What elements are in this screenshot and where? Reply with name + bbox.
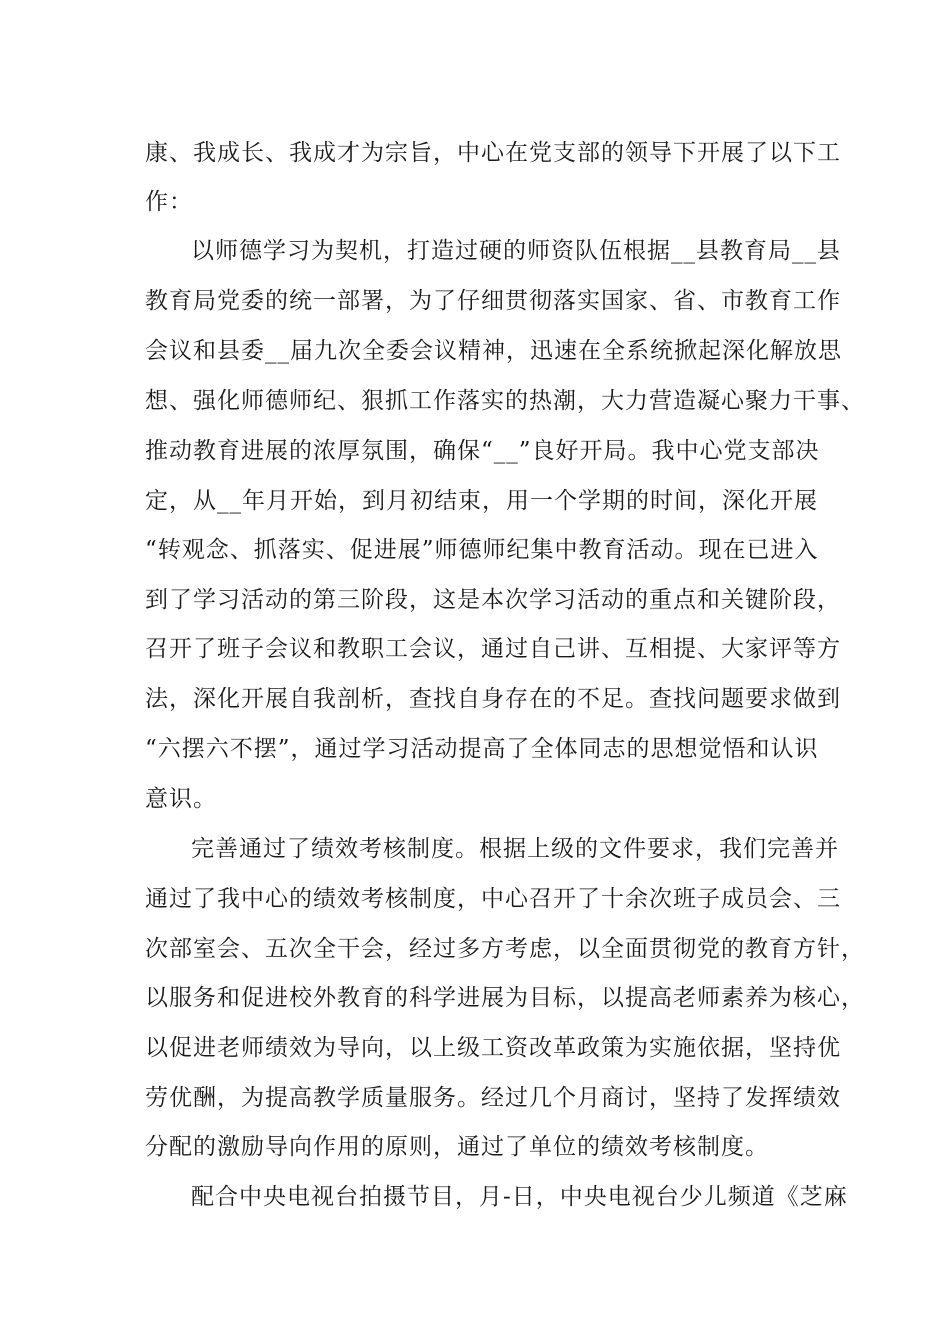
text-line: 到了学习活动的第三阶段，这是本次学习活动的重点和关键阶段，: [145, 587, 841, 613]
text-line: 想、强化师德师纪、狠抓工作落实的热潮，大力营造凝心聚力干事、: [145, 388, 865, 414]
text-line: 定，从__年月开始，到月初结束，用一个学期的时间，深化开展: [145, 488, 818, 514]
text-line: 作：: [145, 189, 193, 215]
text-line: 召开了班子会议和教职工会议，通过自己讲、互相提、大家评等方: [145, 636, 841, 662]
text-line: 意识。: [145, 786, 217, 812]
text-line: 次部室会、五次全干会，经过多方考虑，以全面贯彻党的教育方针，: [145, 936, 865, 962]
text-line: “六摆六不摆”，通过学习活动提高了全体同志的思想觉悟和认识: [145, 736, 819, 762]
paragraph-start-line: 配合中央电视台拍摄节目，月-日，中央电视台少儿频道《芝麻: [191, 1184, 848, 1210]
text-line: “转观念、抓落实、促进展”师德师纪集中教育活动。现在已进入: [145, 537, 819, 563]
text-line: 推动教育进展的浓厚氛围，确保“__”良好开局。我中心党支部决: [145, 438, 820, 464]
text-line: 法，深化开展自我剖析，查找自身存在的不足。查找问题要求做到: [145, 686, 841, 712]
paragraph-start-line: 完善通过了绩效考核制度。根据上级的文件要求，我们完善并: [191, 836, 839, 862]
text-line: 以服务和促进校外教育的科学进展为目标，以提高老师素养为核心，: [145, 985, 865, 1011]
text-line: 会议和县委__届九次全委会议精神，迅速在全系统掀起深化解放思: [145, 338, 842, 364]
text-line: 教育局党委的统一部署，为了仔细贯彻落实国家、省、市教育工作: [145, 288, 841, 314]
text-line: 以促进老师绩效为导向，以上级工资改革政策为实施依据，坚持优: [145, 1035, 841, 1061]
text-line: 通过了我中心的绩效考核制度，中心召开了十余次班子成员会、三: [145, 886, 841, 912]
paragraph-start-line: 以师德学习为契机，打造过硬的师资队伍根据__县教育局__县: [191, 238, 841, 264]
text-line: 分配的激励导向作用的原则，通过了单位的绩效考核制度。: [145, 1134, 769, 1160]
text-line: 康、我成长、我成才为宗旨，中心在党支部的领导下开展了以下工: [145, 140, 841, 166]
text-line: 劳优酬，为提高教学质量服务。经过几个月商讨，坚持了发挥绩效: [145, 1085, 841, 1111]
